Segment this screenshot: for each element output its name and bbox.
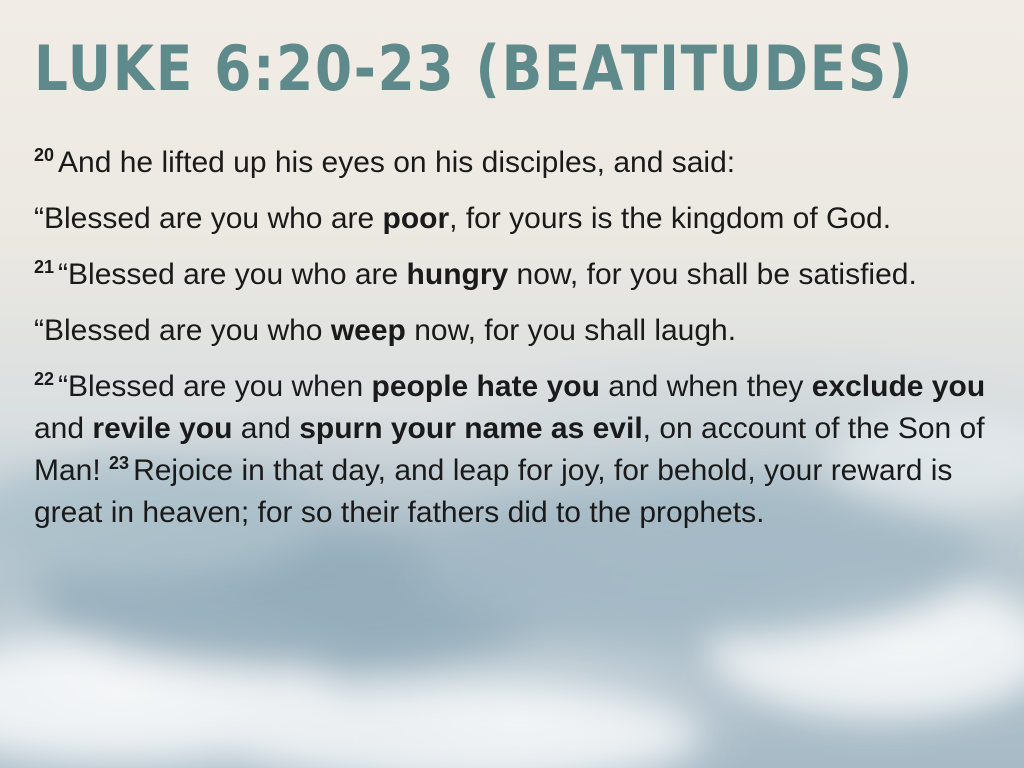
emphasis-word: weep xyxy=(330,314,406,347)
beatitude-weep xyxy=(34,310,999,352)
verse-number: 23 xyxy=(109,453,130,473)
verse-text: and when they xyxy=(599,370,812,403)
verse-text: Rejoice in that day, and leap for joy, for behold, your reward is great in heaven; for so their fathers did to the prophets. xyxy=(34,454,953,529)
verse-number: 22 xyxy=(34,369,55,389)
beatitude-hated xyxy=(34,366,999,534)
emphasis-word: hungry xyxy=(406,258,509,291)
verse-text: “Blessed are you who xyxy=(34,314,331,347)
verse-text: , on account of the Son of Man! xyxy=(34,412,985,487)
scripture-text xyxy=(34,142,999,548)
emphasis-word: poor xyxy=(382,202,450,235)
emphasis-phrase: spurn your name as evil xyxy=(299,412,643,445)
beatitude-hungry xyxy=(34,254,999,296)
verse-number: 21 xyxy=(34,257,55,277)
verse-text: now, for you shall laugh. xyxy=(405,314,737,347)
emphasis-phrase: exclude you xyxy=(811,370,986,403)
verse-text: And he lifted up his eyes on his disciples, and said: xyxy=(58,146,736,179)
verse-text: and xyxy=(232,412,300,445)
verse-text: “Blessed are you when xyxy=(58,370,372,403)
verse-text: , for yours is the kingdom of God. xyxy=(449,202,892,235)
verse-paragraph-20 xyxy=(34,142,999,184)
verse-text: “Blessed are you who are xyxy=(34,202,383,235)
emphasis-phrase: people hate you xyxy=(371,370,600,403)
emphasis-phrase: revile you xyxy=(92,412,233,445)
slide-title: LUKE 6:20-23 (BEATITUDES) xyxy=(34,32,915,105)
verse-text: “Blessed are you who are xyxy=(58,258,407,291)
beatitude-poor xyxy=(34,198,999,240)
verse-text: and xyxy=(34,412,93,445)
verse-number: 20 xyxy=(34,145,55,165)
verse-text: now, for you shall be satisfied. xyxy=(508,258,917,291)
